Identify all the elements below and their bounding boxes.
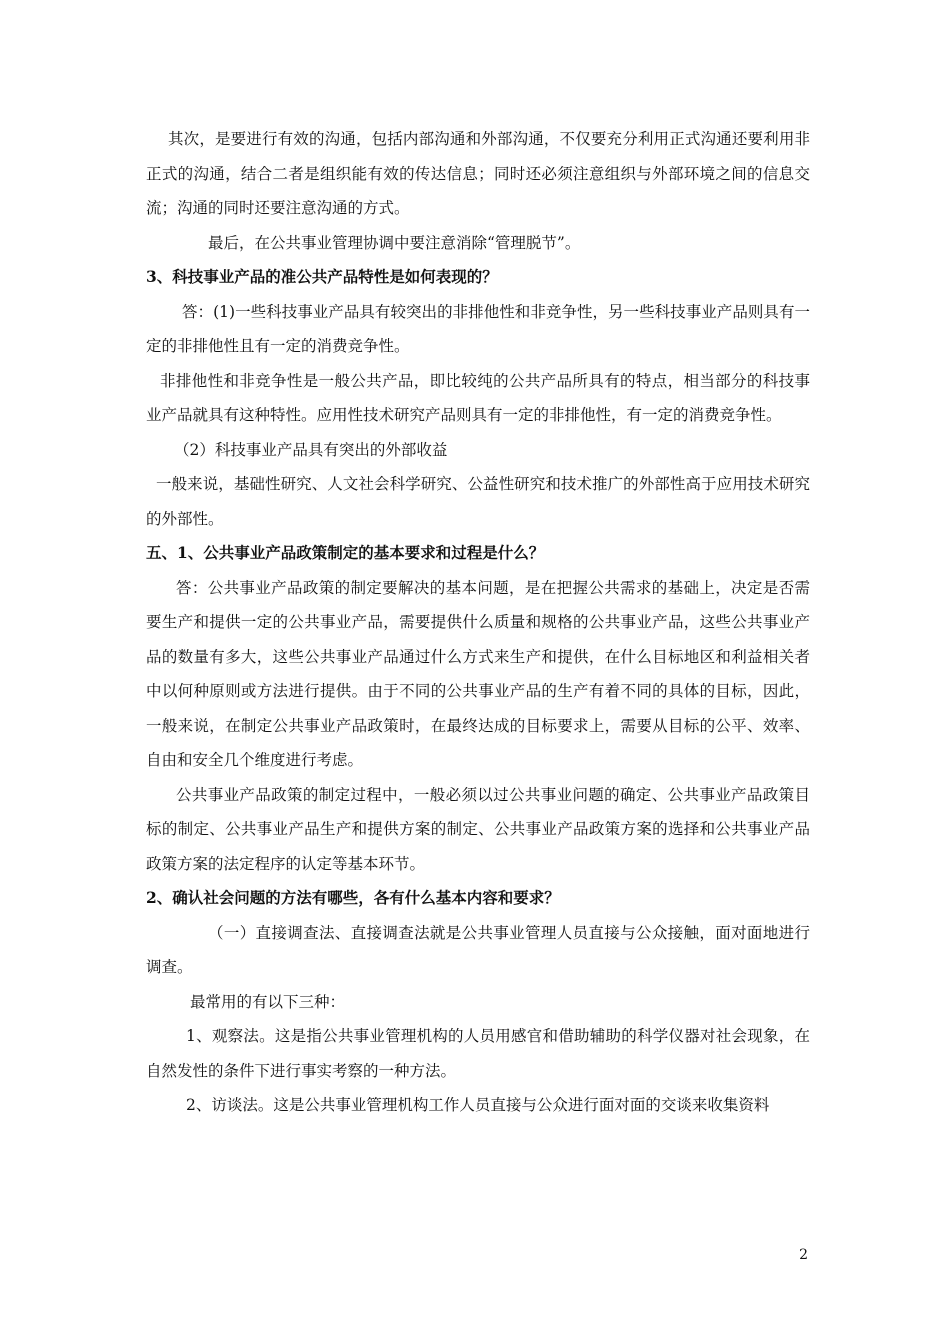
paragraph-non-excludability: 非排他性和非竞争性是一般公共产品，即比较纯的公共产品所具有的特点，相当部分的科技事业产品就具有这种特性。应用性技术研究产品则具有一定的非排他性，有一定的消费竞争性。 <box>146 371 810 424</box>
paragraph-external-benefit: 一般来说，基础性研究、人文社会科学研究、公益性研究和技术推广的外部性高于应用技术研究的外部性。 <box>146 475 810 528</box>
paragraph-common-methods: 最常用的有以下三种： <box>190 992 346 1011</box>
heading-question-2: 2、确认社会问题的方法有哪些，各有什么基本内容和要求？ <box>146 888 560 907</box>
page-body <box>146 122 810 1123</box>
page-number: 2 <box>799 1247 808 1263</box>
heading-section-5-question-1: 五、1、公共事业产品政策制定的基本要求和过程是什么？ <box>146 543 545 562</box>
paragraph-direct-survey: （一）直接调查法、直接调查法就是公共事业管理人员直接与公众接触，面对面地进行调查。 <box>146 923 810 976</box>
paragraph-policy-answer: 答：公共事业产品政策的制定要解决的基本问题，是在把握公共需求的基础上，决定是否需要生产和提供一定的公共事业产品，需要提供什么质量和规格的公共事业产品，这些公共事业产品的数量有多大，这些公共事业产品通过什么方式来生产和提供，在什么目标地区和利益相关者中以何种原则或方法进行提供。由于不同的公共事业产品的生产有着不同的具体的目标，因此，一般来说，在制定公共事业产品政策时，在最终达成的目标要求上，需要从目标的公平、效率、自由和安全几个维度进行考虑。 <box>146 578 810 769</box>
paragraph-interview-method: 2、访谈法。这是公共事业管理机构工作人员直接与公众进行面对面的交谈来收集资料 <box>186 1096 770 1114</box>
paragraph-communication: 其次，是要进行有效的沟通，包括内部沟通和外部沟通，不仅要充分利用正式沟通还要利用非正式的沟通，结合二者是组织能有效的传达信息；同时还必须注意组织与外部环境之间的信息交流；沟通的同时还要注意沟通的方式。 <box>146 130 810 217</box>
paragraph-answer-3-part-1: 答：(1)一些科技事业产品具有较突出的非排他性和非竞争性，另一些科技事业产品则具有一定的非排他性且有一定的消费竞争性。 <box>146 302 810 355</box>
paragraph-policy-process: 公共事业产品政策的制定过程中，一般必须以过公共事业问题的确定、公共事业产品政策目标的制定、公共事业产品生产和提供方案的制定、公共事业产品政策方案的选择和公共事业产品政策方案的法定程序的认定等基本环节。 <box>146 785 810 873</box>
heading-question-3: 3、科技事业产品的准公共产品特性是如何表现的？ <box>146 267 498 286</box>
paragraph-answer-3-part-2: （2）科技事业产品具有突出的外部收益 <box>174 440 448 459</box>
paragraph-finally: 最后，在公共事业管理协调中要注意消除“管理脱节”。 <box>208 233 581 252</box>
paragraph-observation-method: 1、观察法。这是指公共事业管理机构的人员用感官和借助辅助的科学仪器对社会现象，在自然发性的条件下进行事实考察的一种方法。 <box>146 1027 810 1080</box>
